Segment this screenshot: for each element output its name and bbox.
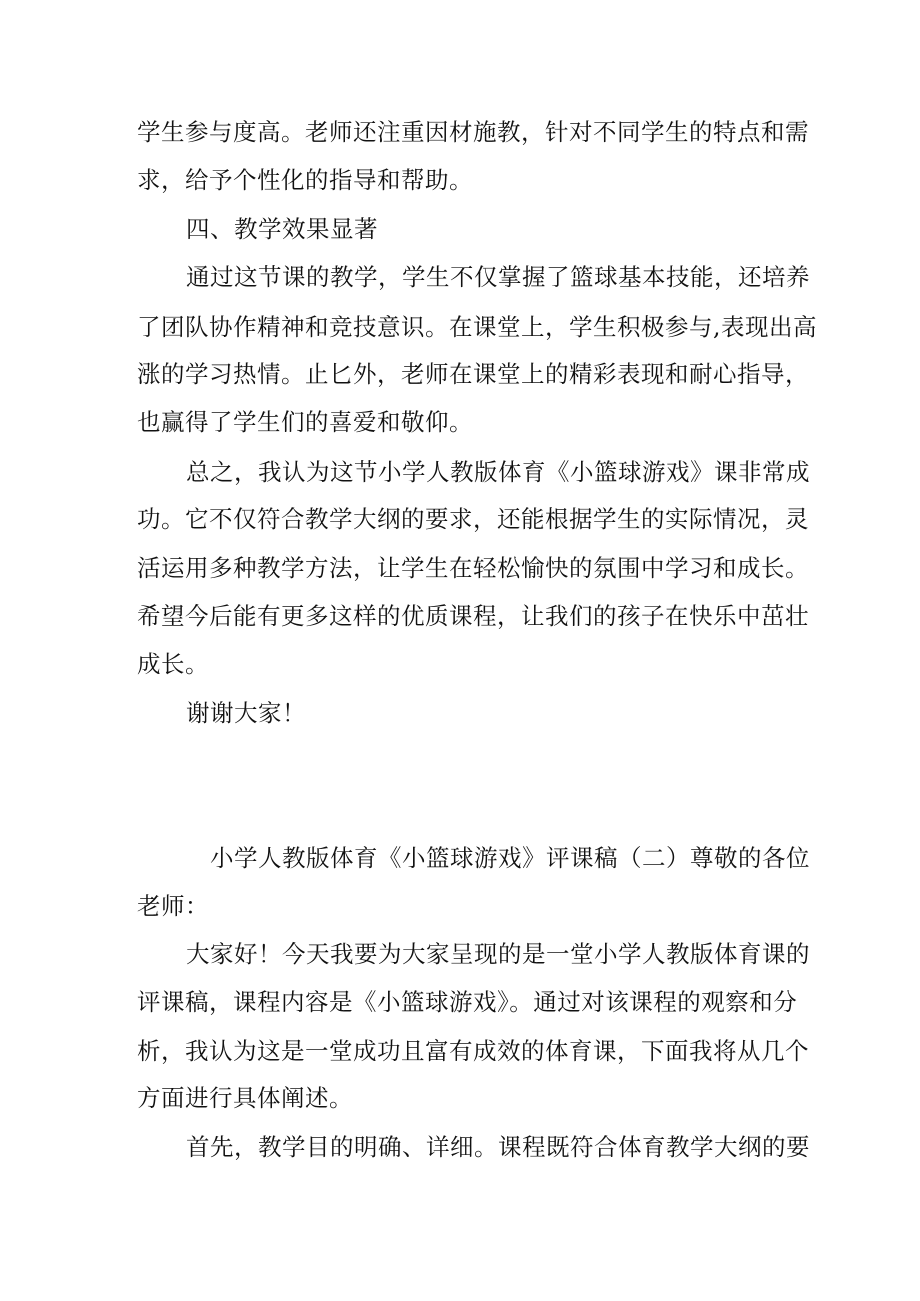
text-line: 学生参与度高。老师还注重因材施教，针对不同学生的特点和需	[137, 118, 809, 146]
salutation: 老师：	[137, 892, 209, 920]
text-line: 评课稿，课程内容是《小篮球游戏》。通过对该课程的观察和分	[137, 988, 798, 1016]
text-line: 总之，我认为这节小学人教版体育《小篮球游戏》课非常成	[186, 458, 810, 486]
text-line: 涨的学习热情。止匕外，老师在课堂上的精彩表现和耐心指导，	[137, 360, 809, 388]
text-line: 方面进行具体阐述。	[137, 1084, 353, 1112]
text-line: 成长。	[137, 650, 209, 678]
text-line: 活运用多种教学方法，让学生在轻松愉快的氛围中学习和成长。	[137, 554, 809, 582]
closing-line: 谢谢大家！	[186, 699, 306, 727]
section-heading: 四、教学效果显著	[186, 215, 378, 243]
text-line: 大家好！今天我要为大家呈现的是一堂小学人教版体育课的	[186, 940, 810, 968]
document-title: 小学人教版体育《小篮球游戏》评课稿（二）尊敬的各位	[210, 844, 810, 872]
text-line: 通过这节课的教学，学生不仅掌握了篮球基本技能，还培养	[186, 263, 810, 291]
text-line: 首先，教学目的明确、详细。课程既符合体育教学大纲的要	[186, 1133, 810, 1161]
text-line: 求，给予个性化的指导和帮助。	[137, 166, 473, 194]
text-line: 功。它不仅符合教学大纲的要求，还能根据学生的实际情况，灵	[137, 505, 809, 533]
text-line: 也赢得了学生们的喜爱和敬仰。	[137, 408, 473, 436]
text-line: 希望今后能有更多这样的优质课程，让我们的孩子在快乐中茁壮	[137, 602, 809, 630]
text-line: 了团队协作精神和竞技意识。在课堂上，学生积极参与,表现出高	[137, 313, 817, 341]
text-line: 析，我认为这是一堂成功且富有成效的体育课，下面我将从几个	[137, 1037, 809, 1065]
